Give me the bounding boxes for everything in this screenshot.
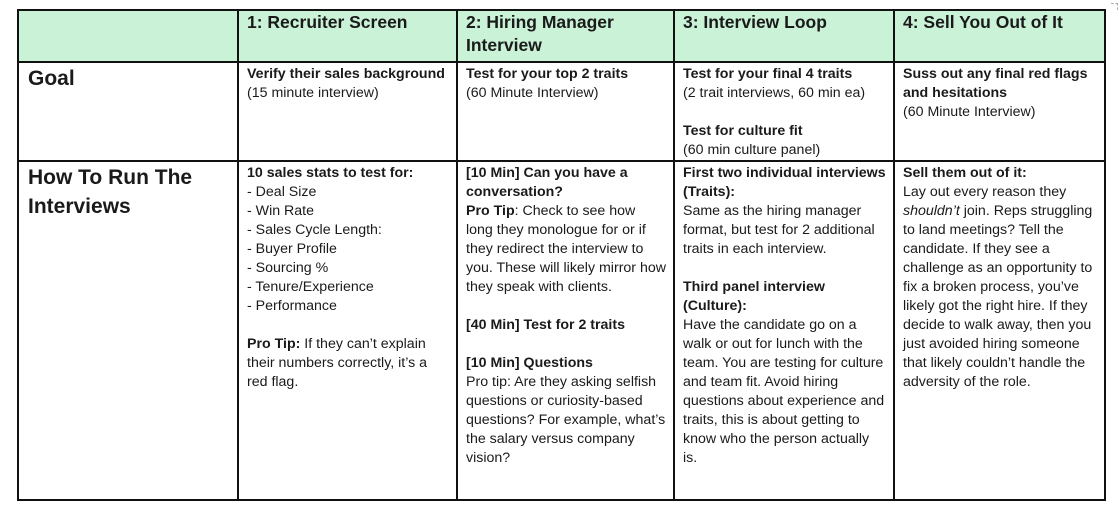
hm-section-1-heading: [10 Min] Can you have a conversation? (466, 165, 628, 200)
goal-loop-sub-2: (60 min culture panel) (683, 142, 821, 158)
loop-section-2-text: Have the candidate go on a walk or out for lunch with the team. You are testing for culture and team fit. Avoid hiring questions about experience and traits, this is about getting to know who the person actually is. (683, 317, 885, 466)
stats-heading: 10 sales stats to test for: (247, 165, 414, 181)
page-fold-icon (1111, 3, 1118, 10)
hm-section-2-heading: [40 Min] Test for 2 traits (466, 317, 625, 333)
row-header-how-to-run: How To Run The Interviews (18, 161, 238, 500)
list-item: - Win Rate (247, 202, 449, 221)
interview-process-table (17, 9, 1106, 501)
how-sell-cell (894, 161, 1105, 500)
goal-hiring-manager-cell (457, 62, 674, 161)
list-item: - Tenure/Experience (247, 278, 449, 297)
corner-cell (18, 10, 238, 62)
pro-tip-label: Pro Tip: (247, 336, 301, 352)
goal-row (18, 62, 1105, 161)
how-to-run-row (18, 161, 1105, 500)
hm-section-3-text: Pro tip: Are they asking selfish questions or curiosity-based questions? For example, what’s the salary versus company vision? (466, 374, 666, 466)
loop-section-1-text: Same as the hiring manager format, but test for 2 additional traits in each interview. (683, 203, 875, 257)
column-header-interview-loop: 3: Interview Loop (674, 10, 894, 62)
goal-loop-cell (674, 62, 894, 161)
sell-text-a: Lay out every reason they (903, 184, 1067, 200)
column-header-sell-out: 4: Sell You Out of It (894, 10, 1105, 62)
hm-section-1-text (466, 202, 666, 297)
goal-sell-sub: (60 Minute Interview) (903, 104, 1036, 120)
list-item: - Buyer Profile (247, 240, 449, 259)
goal-sell-bold: Suss out any final red flags and hesitations (903, 66, 1088, 101)
sell-text-b: join. Reps struggling to land meetings? Tell the candidate. If they see a challenge as an opportunity to fix a broken process, you’ve likely got the right hire. If they decide to walk away, then you just avoided hiring someone that likely couldn’t handle the adversity of the role. (903, 203, 1093, 390)
sell-text (903, 183, 1097, 392)
how-hiring-manager-cell (457, 161, 674, 500)
header-row (18, 10, 1105, 62)
hm-pro-tip-text: : Check to see how long they monologue for or if they redirect the interview to you. These will likely mirror how they speak with clients. (466, 203, 666, 295)
row-header-goal: Goal (18, 62, 238, 161)
pro-tip-text: If they can’t explain their numbers correctly, it’s a red flag. (247, 336, 428, 390)
column-header-hiring-manager: 2: Hiring Manager Interview (457, 10, 674, 62)
goal-recruiter-sub: (15 minute interview) (247, 85, 379, 101)
goal-loop-sub-1: (2 trait interviews, 60 min ea) (683, 85, 866, 101)
how-recruiter-cell (238, 161, 457, 500)
goal-recruiter-bold: Verify their sales background (247, 66, 445, 82)
column-header-recruiter-screen: 1: Recruiter Screen (238, 10, 457, 62)
loop-section-2-heading: Third panel interview (Culture): (683, 279, 825, 314)
list-item: - Performance (247, 297, 449, 316)
hm-pro-tip-label: Pro Tip (466, 203, 515, 219)
goal-loop-bold-1: Test for your final 4 traits (683, 66, 853, 82)
goal-hm-sub: (60 Minute Interview) (466, 85, 599, 101)
how-loop-cell (674, 161, 894, 500)
goal-recruiter-cell (238, 62, 457, 161)
recruiter-pro-tip (247, 335, 449, 392)
list-item: - Sales Cycle Length: (247, 221, 449, 240)
sell-heading: Sell them out of it: (903, 165, 1027, 181)
hm-section-3-heading: [10 Min] Questions (466, 355, 593, 371)
loop-section-1-heading: First two individual interviews (Traits): (683, 165, 886, 200)
sell-text-emphasis: shouldn’t (903, 203, 960, 219)
list-item: - Deal Size (247, 183, 449, 202)
list-item: - Sourcing % (247, 259, 449, 278)
goal-loop-bold-2: Test for culture fit (683, 123, 803, 139)
goal-sell-cell (894, 62, 1105, 161)
goal-hm-bold: Test for your top 2 traits (466, 66, 629, 82)
